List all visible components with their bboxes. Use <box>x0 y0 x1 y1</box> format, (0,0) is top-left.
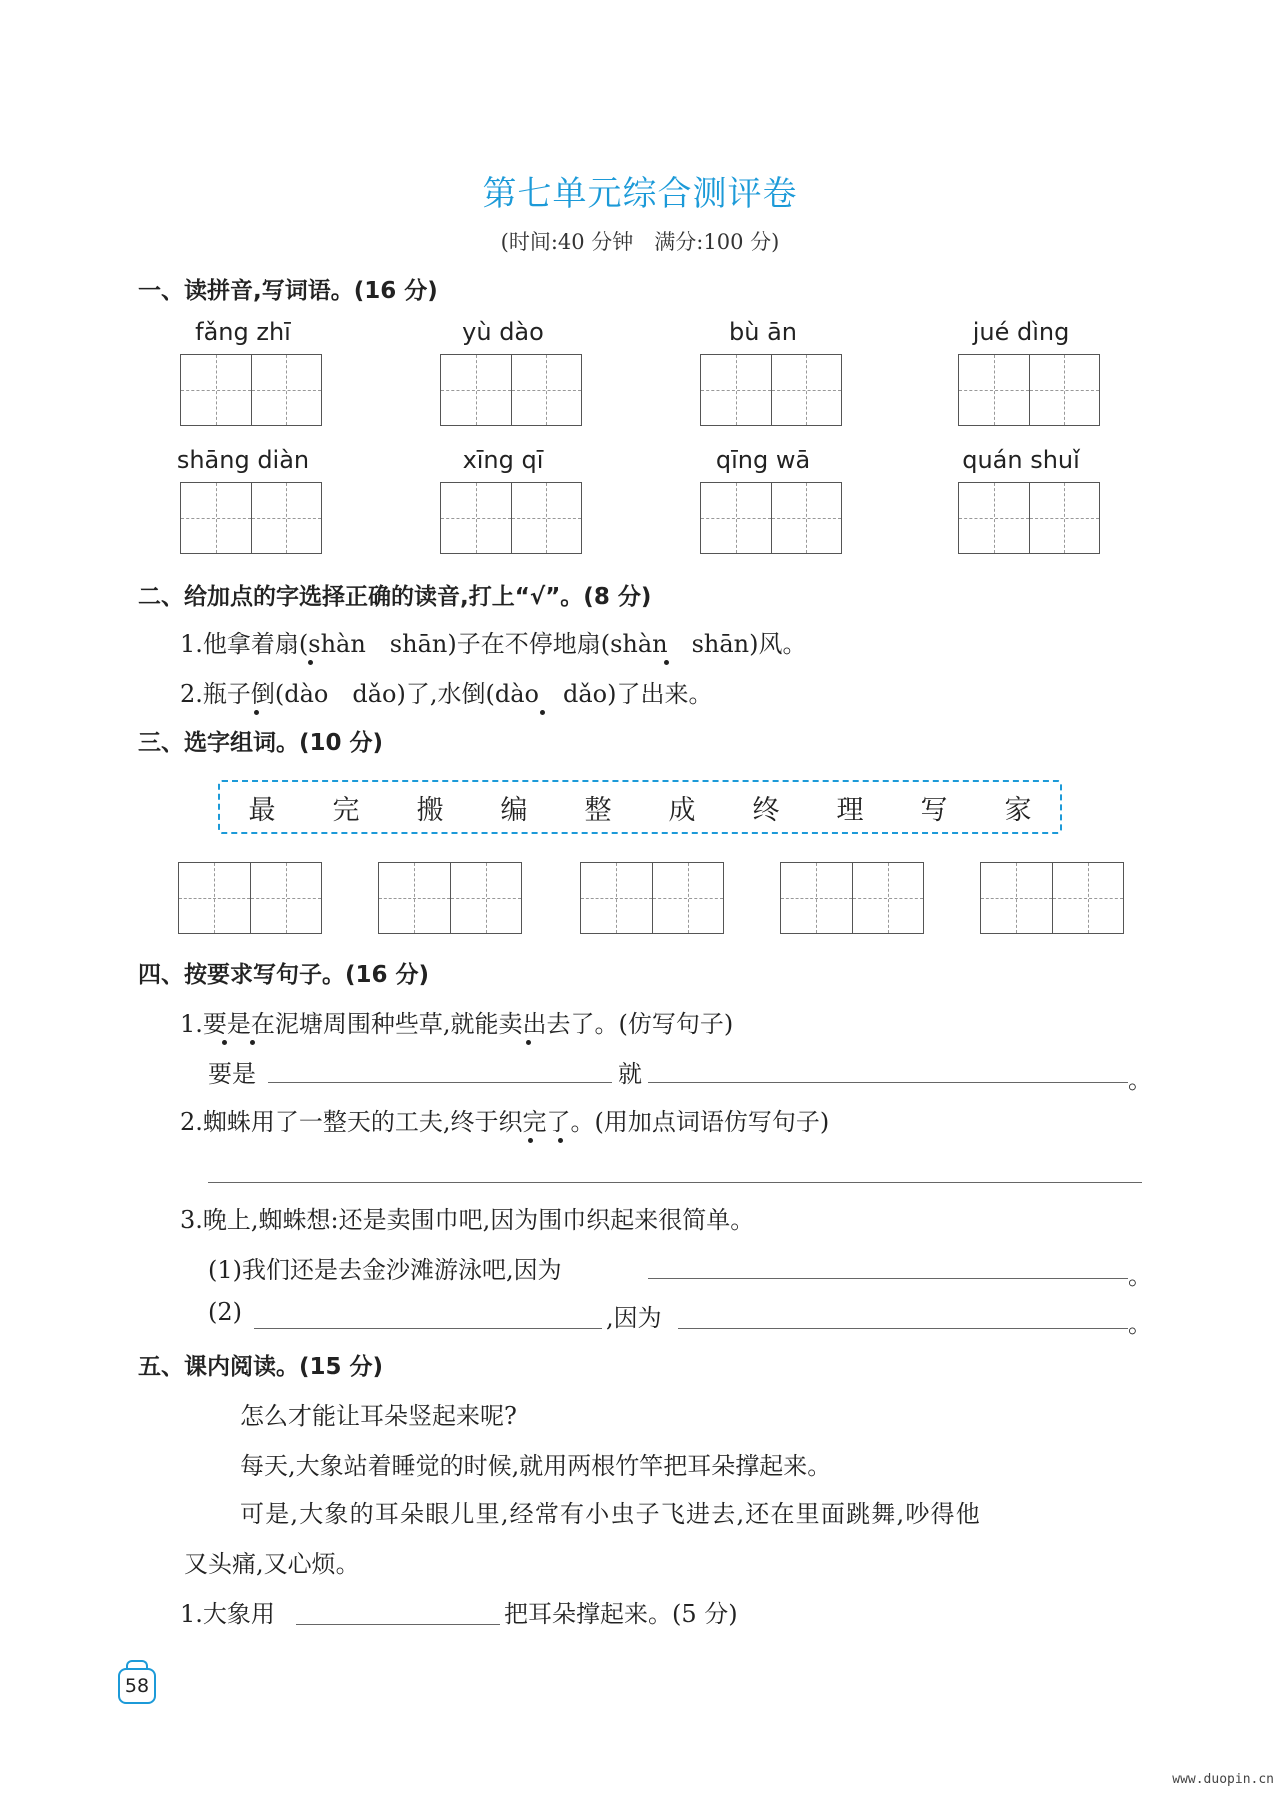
pinyin-label: xīng qī <box>462 446 544 474</box>
pinyin-label: quán shuǐ <box>962 446 1080 474</box>
bank-char: 搬 <box>416 794 444 826</box>
exam-info: (时间:40 分钟 满分:100 分) <box>500 230 780 254</box>
answer-end: 。 <box>1128 1310 1152 1338</box>
question-5-1-prefix: 1.大象用 <box>180 1600 275 1628</box>
answer-line[interactable] <box>648 1278 1128 1279</box>
writing-grid[interactable] <box>440 354 582 426</box>
question-4-3-1: (1)我们还是去金沙滩游泳吧,因为 <box>208 1256 562 1284</box>
writing-grid[interactable] <box>700 482 842 554</box>
answer-line[interactable] <box>296 1624 500 1625</box>
bank-char: 编 <box>500 794 528 826</box>
question-4-3-2-mid: ,因为 <box>606 1304 662 1332</box>
writing-grid[interactable] <box>780 862 924 934</box>
section-3-heading: 三、选字组词。(10 分) <box>138 730 384 756</box>
reading-passage-line: 怎么才能让耳朵竖起来呢? <box>240 1402 517 1430</box>
question-2-2: 2.瓶子倒(dào dǎo)了,水倒(dào dǎo)了出来。 <box>180 680 713 708</box>
bank-char: 终 <box>752 794 780 826</box>
bank-char: 最 <box>248 794 276 826</box>
bank-char: 家 <box>1004 794 1032 826</box>
emphasis-dot <box>222 1040 227 1045</box>
pinyin-label: shāng diàn <box>176 446 310 474</box>
emphasis-dot <box>528 1138 533 1143</box>
answer-4-1-end: 。 <box>1128 1066 1152 1094</box>
emphasis-dot <box>558 1138 563 1143</box>
bank-char: 理 <box>836 794 864 826</box>
pinyin-label: jué dìng <box>972 318 1070 346</box>
emphasis-dot <box>664 660 669 665</box>
writing-grid[interactable] <box>580 862 724 934</box>
emphasis-dot <box>250 1040 255 1045</box>
bank-char: 整 <box>584 794 612 826</box>
writing-grid[interactable] <box>700 354 842 426</box>
pinyin-label: fǎng zhī <box>195 318 291 346</box>
question-4-3: 3.晚上,蜘蛛想:还是卖围巾吧,因为围巾织起来很简单。 <box>180 1206 755 1234</box>
question-5-1-suffix: 把耳朵撑起来。(5 分) <box>504 1600 738 1628</box>
page-number: 58 <box>118 1668 156 1704</box>
answer-line[interactable] <box>678 1328 1128 1329</box>
writing-grid[interactable] <box>378 862 522 934</box>
answer-4-1-prefix: 要是 <box>208 1060 256 1088</box>
character-bank <box>218 780 1062 834</box>
writing-grid[interactable] <box>958 354 1100 426</box>
section-1-heading: 一、读拼音,写词语。(16 分) <box>138 278 438 304</box>
writing-grid[interactable] <box>980 862 1124 934</box>
reading-passage-line: 又头痛,又心烦。 <box>184 1550 360 1578</box>
question-4-1: 1.要是在泥塘周围种些草,就能卖出去了。(仿写句子) <box>180 1010 734 1038</box>
pinyin-label: bù ān <box>729 318 797 346</box>
emphasis-dot <box>526 1040 531 1045</box>
pinyin-label: qīng wā <box>715 446 811 474</box>
emphasis-dot <box>308 660 313 665</box>
section-2-heading: 二、给加点的字选择正确的读音,打上“√”。(8 分) <box>138 584 652 610</box>
answer-line[interactable] <box>648 1082 1128 1083</box>
pinyin-label: yù dào <box>462 318 544 346</box>
section-5-heading: 五、课内阅读。(15 分) <box>138 1354 384 1380</box>
writing-grid[interactable] <box>180 354 322 426</box>
bank-char: 成 <box>668 794 696 826</box>
writing-grid[interactable] <box>178 862 322 934</box>
answer-line[interactable] <box>208 1182 1142 1183</box>
emphasis-dot <box>540 710 545 715</box>
section-4-heading: 四、按要求写句子。(16 分) <box>138 962 430 988</box>
reading-passage-line: 可是,大象的耳朵眼儿里,经常有小虫子飞进去,还在里面跳舞,吵得他 <box>240 1500 981 1528</box>
answer-line[interactable] <box>268 1082 612 1083</box>
answer-4-1-mid: 就 <box>618 1060 642 1088</box>
answer-line[interactable] <box>254 1328 602 1329</box>
question-4-2: 2.蜘蛛用了一整天的工夫,终于织完了。(用加点词语仿写句子) <box>180 1108 830 1136</box>
answer-end: 。 <box>1128 1262 1152 1290</box>
writing-grid[interactable] <box>180 482 322 554</box>
reading-passage-line: 每天,大象站着睡觉的时候,就用两根竹竿把耳朵撑起来。 <box>240 1452 832 1480</box>
bank-char: 完 <box>332 794 360 826</box>
site-watermark: www.duopin.cn <box>1172 1772 1274 1787</box>
bank-char: 写 <box>920 794 948 826</box>
emphasis-dot <box>254 710 259 715</box>
writing-grid[interactable] <box>958 482 1100 554</box>
question-4-3-2: (2) <box>208 1298 242 1326</box>
question-2-1: 1.他拿着扇(shàn shān)子在不停地扇(shàn shān)风。 <box>180 630 807 658</box>
writing-grid[interactable] <box>440 482 582 554</box>
page-title: 第七单元综合测评卷 <box>482 174 798 214</box>
